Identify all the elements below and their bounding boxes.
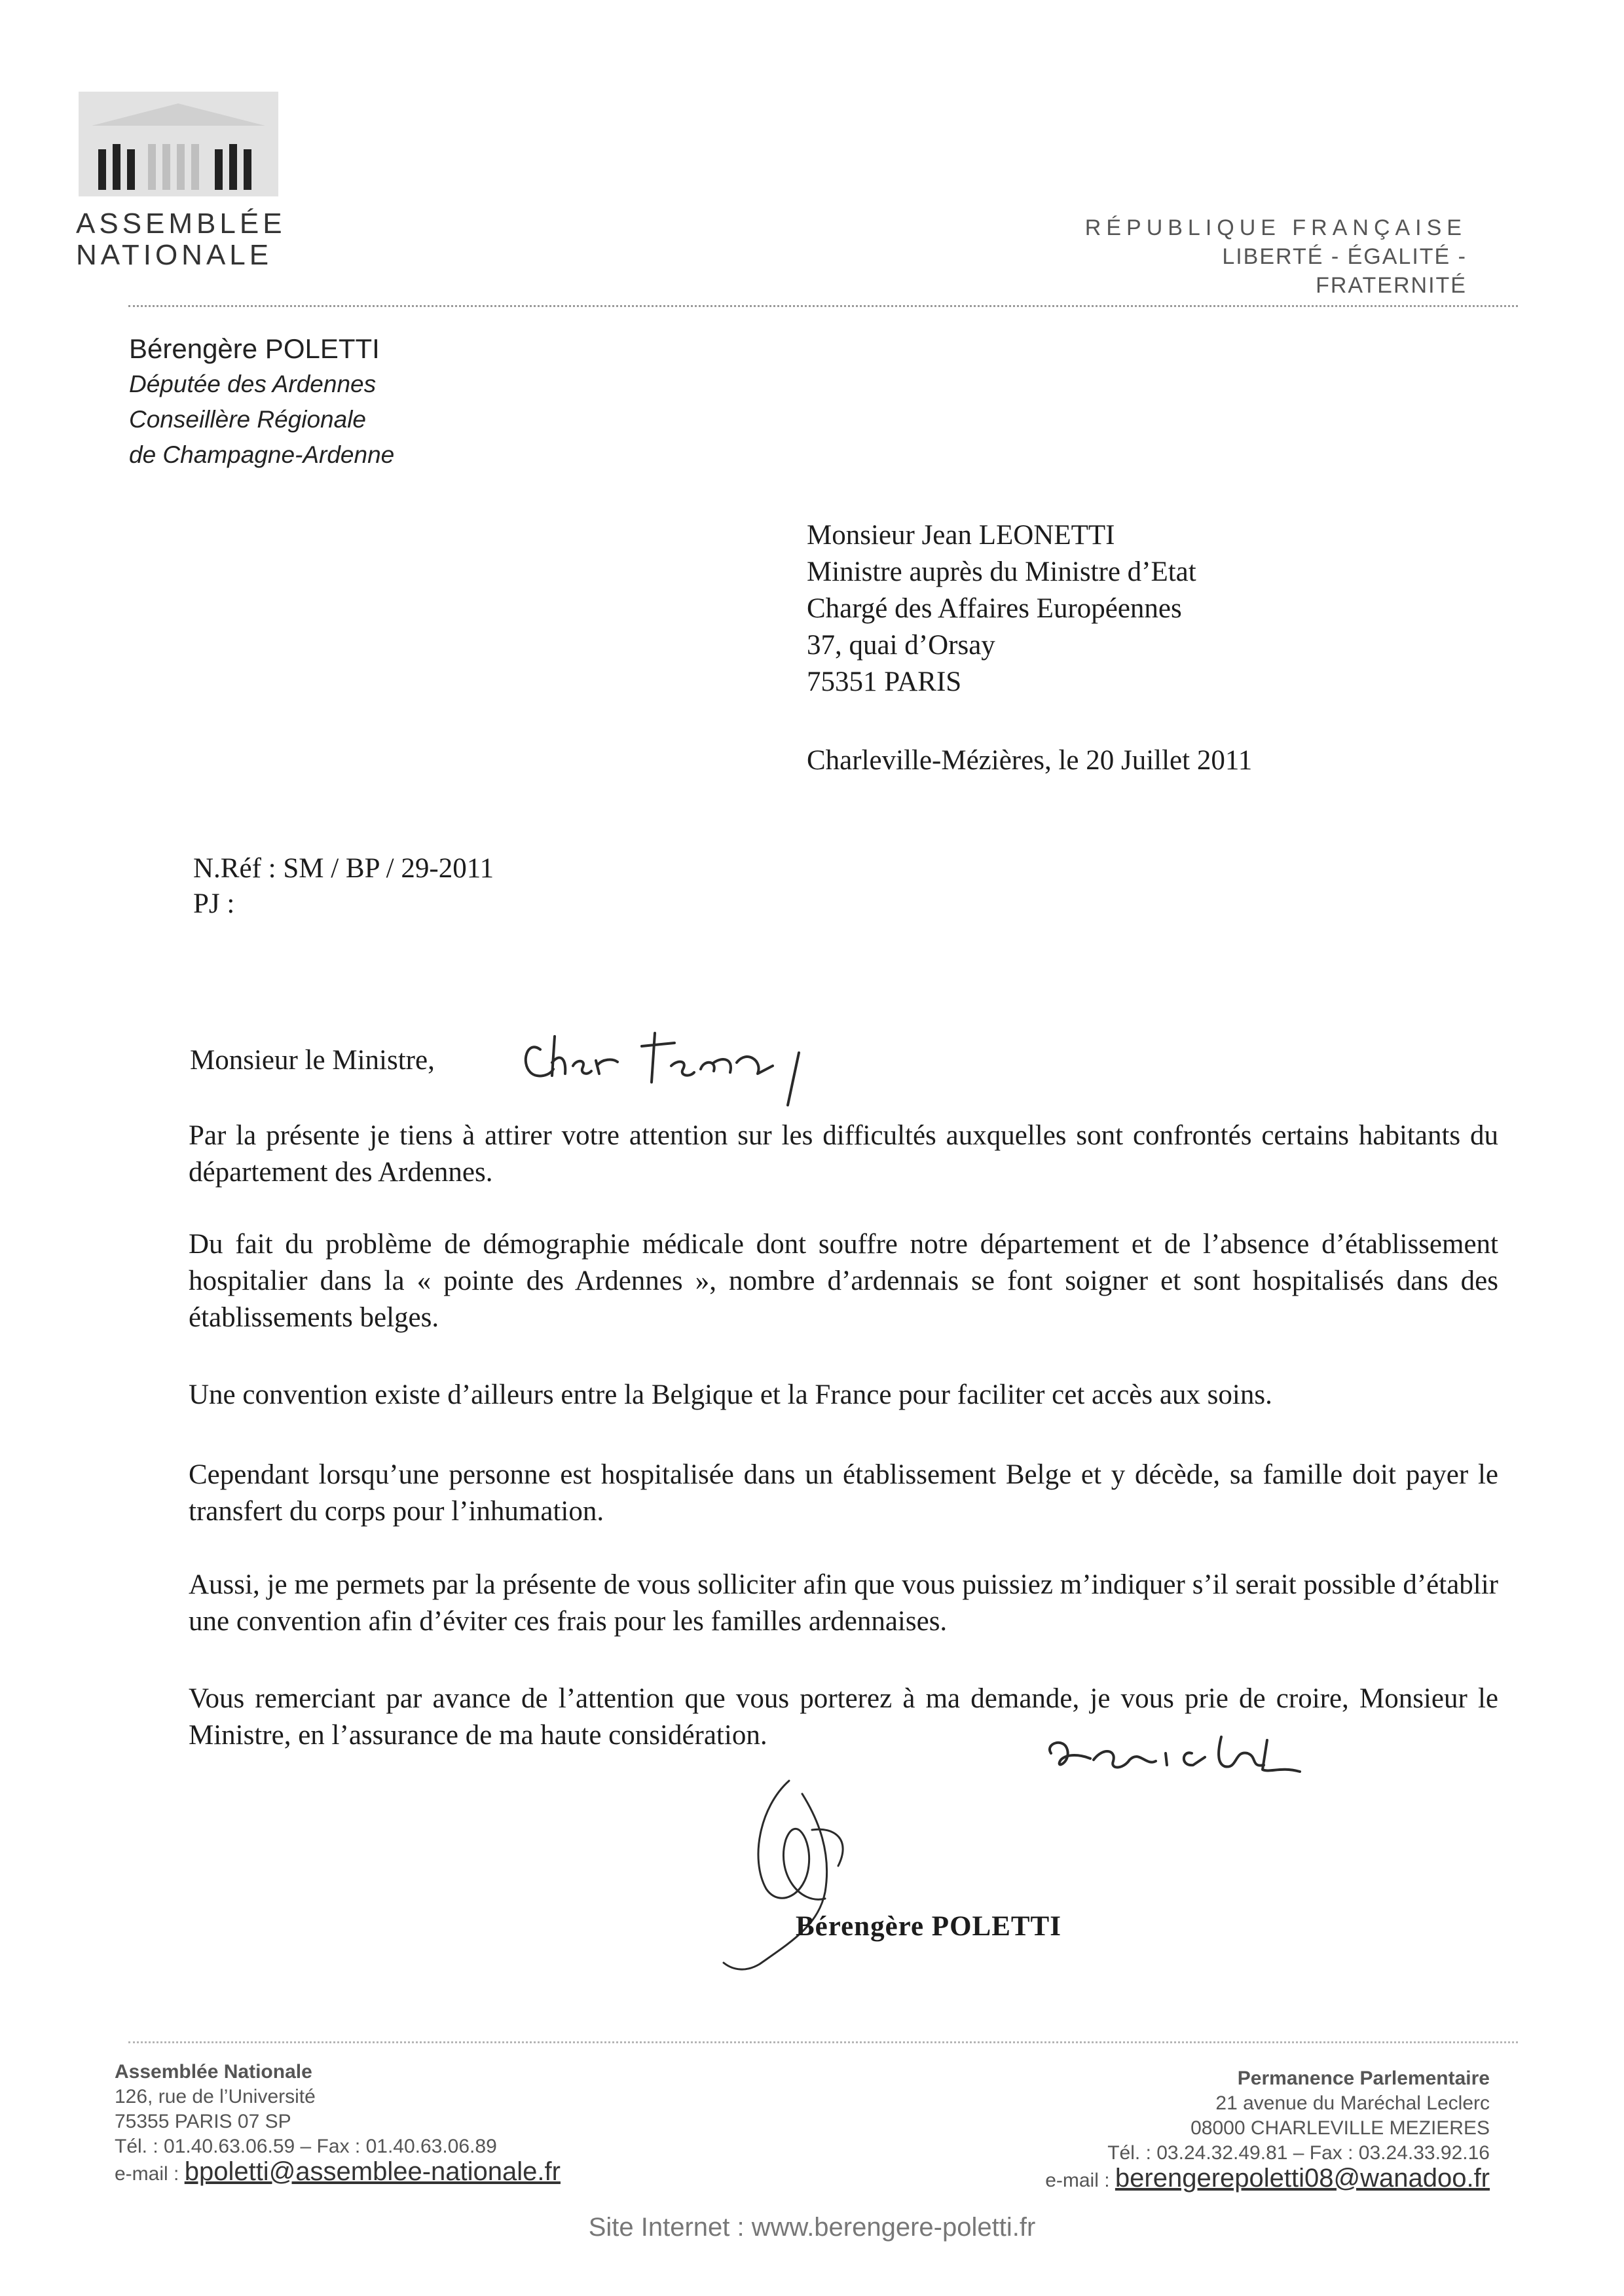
republic-motto: LIBERTÉ - ÉGALITÉ - FRATERNITÉ [1222, 244, 1467, 298]
assemblee-emblem-icon [79, 92, 278, 196]
assemblee-logo [79, 92, 278, 196]
recipient-address [807, 517, 1196, 701]
republic-block [1067, 213, 1467, 300]
footer-right-title: Permanence Parlementaire [1237, 2068, 1490, 2089]
handwritten-closing [1041, 1714, 1316, 1786]
logo-wordmark [76, 208, 292, 271]
letter-date: Charleville-Mézières, le 20 Juillet 2011 [807, 745, 1253, 776]
footer-left-phone: Tél. : 01.40.63.06.59 – Fax : 01.40.63.06.89 [115, 2136, 497, 2157]
body-paragraph-3: Une convention existe d’ailleurs entre la Belgique et la France pour faciliter cet accès aux soins. [189, 1379, 1272, 1410]
footer-right-email-link[interactable]: berengerepoletti08@wanadoo.fr [1115, 2164, 1490, 2193]
logo-line-2: NATIONALE [76, 239, 273, 271]
attachments-label: PJ : [193, 888, 235, 919]
footer-left-line-2: 75355 PARIS 07 SP [115, 2111, 291, 2132]
references [193, 851, 494, 922]
republic-title: RÉPUBLIQUE FRANÇAISE [1084, 215, 1467, 240]
recipient-line-4: 37, quai d’Orsay [807, 630, 995, 661]
footer-right-phone: Tél. : 03.24.32.49.81 – Fax : 03.24.33.92.16 [1107, 2142, 1490, 2164]
sender-name: Bérengère POLETTI [129, 333, 380, 364]
footer-right-email-row [1008, 2166, 1490, 2193]
footer-left-email-link[interactable]: bpoletti@assemblee-nationale.fr [184, 2157, 561, 2186]
footer-left-line-1: 126, rue de l’Université [115, 2086, 316, 2107]
footer-divider [128, 2041, 1518, 2043]
body-paragraph-6: Vous remerciant par avance de l’attention que vous porterez à ma demande, je vous prie de croire, Monsieur le Ministre, en l’assurance de ma haute considération. [189, 1683, 1498, 1751]
body-paragraph-1: Par la présente je tiens à attirer votre attention sur les difficultés auxquelles sont confrontés certains habitants du département des Ardennes. [189, 1120, 1498, 1188]
footer-right-line-2: 08000 CHARLEVILLE MEZIERES [1190, 2117, 1490, 2139]
signature-image [720, 1768, 982, 1984]
recipient-line-5: 75351 PARIS [807, 666, 962, 697]
recipient-line-2: Ministre auprès du Ministre d’Etat [807, 556, 1196, 587]
sender-block [129, 331, 394, 473]
footer-right-address [1008, 2066, 1490, 2193]
handwritten-greeting [514, 1013, 822, 1112]
salutation: Monsieur le Ministre, [190, 1045, 435, 1076]
handwritten-closing-drawing [1041, 1714, 1316, 1786]
sender-role-1: Députée des Ardennes [129, 371, 377, 397]
logo-line-1: ASSEMBLÉE [76, 208, 286, 240]
footer-left-address [115, 2060, 561, 2187]
body-paragraph-2: Du fait du problème de démographie médicale dont souffre notre département et de l’absence d’établissement hospitalier dans la « pointe des Ardennes », nombre d’ardennais se font soigner et sont hospitalisés dans des établissements belges. [189, 1229, 1498, 1333]
footer-left-email-label: e-mail : [115, 2163, 179, 2185]
body-paragraph-5: Aussi, je me permets par la présente de vous solliciter afin que vous puissiez m’indiquer s’il serait possible d’établir une convention afin d’éviter ces frais pour les familles ardennaises. [189, 1569, 1498, 1637]
signature-drawing [720, 1768, 982, 1984]
sender-role-3: de Champagne-Ardenne [129, 441, 395, 468]
recipient-line-3: Chargé des Affaires Européennes [807, 593, 1182, 624]
sender-role-2: Conseillère Régionale [129, 406, 366, 433]
signature-name: Bérengère POLETTI [796, 1911, 1061, 1942]
recipient-line-1: Monsieur Jean LEONETTI [807, 520, 1115, 551]
footer-right-line-1: 21 avenue du Maréchal Leclerc [1215, 2092, 1490, 2114]
reference-number: N.Réf : SM / BP / 29-2011 [193, 853, 494, 884]
header-divider [128, 305, 1518, 307]
website-line[interactable]: Site Internet : www.berengere-poletti.fr [588, 2213, 1036, 2242]
footer-left-email-row [115, 2159, 561, 2187]
body-paragraph-4: Cependant lorsqu’une personne est hospitalisée dans un établissement Belge et y décède, sa famille doit payer le transfert du corps pour l’inhumation. [189, 1459, 1498, 1527]
footer-left-title: Assemblée Nationale [115, 2061, 312, 2083]
handwritten-greeting-drawing [514, 1013, 822, 1112]
footer-right-email-label: e-mail : [1045, 2170, 1110, 2191]
